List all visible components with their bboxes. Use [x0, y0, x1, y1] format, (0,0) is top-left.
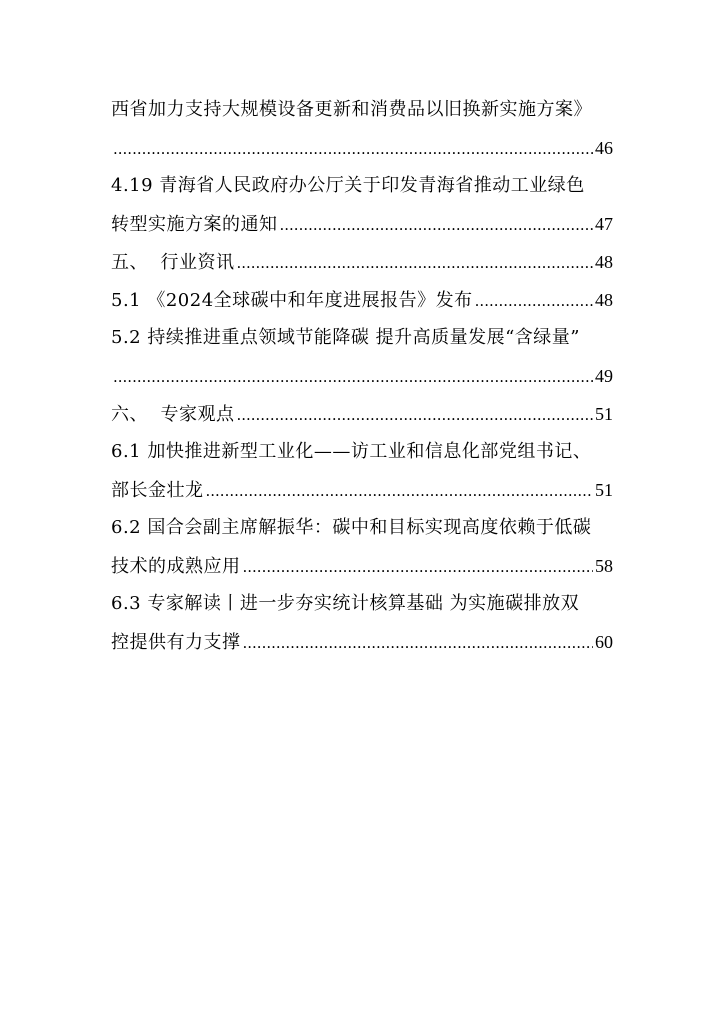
toc-entry-line — [111, 509, 613, 547]
toc-entry-text: 部长金壮龙 — [111, 480, 204, 501]
toc-page-number: 49 — [595, 366, 613, 386]
toc-page-number: 47 — [595, 214, 613, 234]
toc-entry-leader-line[interactable] — [111, 395, 613, 433]
toc-entry-text: 西省加力支持大规模设备更新和消费品以旧换新实施方案》 — [111, 99, 592, 120]
toc-entry-text: 转型实施方案的通知 — [111, 214, 278, 235]
toc-entry-text: 4.19 青海省人民政府办公厅关于印发青海省推动工业绿色 — [111, 175, 585, 196]
toc-page-number: 46 — [595, 138, 613, 158]
toc-entry-leader-line[interactable] — [111, 129, 613, 167]
toc-entry-text: 5.1 《2024全球碳中和年度进展报告》发布 — [111, 290, 473, 311]
toc-page-number: 60 — [595, 632, 613, 652]
toc-entry-text: 6.1 加快推进新型工业化——访工业和信息化部党组书记、 — [111, 441, 592, 462]
toc-entry-text: 六、 专家观点 — [111, 404, 235, 425]
toc-leader-dots — [206, 472, 594, 510]
toc-entry-line — [111, 433, 613, 471]
toc-entry-line — [111, 319, 613, 357]
toc-entry-leader-line[interactable] — [111, 357, 613, 395]
toc-page-number: 58 — [595, 556, 613, 576]
toc-page-number: 51 — [595, 404, 613, 424]
toc-entry-text: 6.3 专家解读丨进一步夯实统计核算基础 为实施碳排放双 — [111, 593, 580, 614]
toc-leader-dots — [113, 358, 593, 396]
toc-entry-text: 6.2 国合会副主席解振华：碳中和目标实现高度依赖于低碳 — [111, 517, 592, 538]
toc-entry-text: 5.2 持续推进重点领域节能降碳 提升高质量发展“含绿量” — [111, 327, 580, 348]
toc-entry-leader-line[interactable] — [111, 205, 613, 243]
toc-leader-dots — [236, 244, 593, 282]
toc-leader-dots — [243, 548, 594, 586]
toc-entry-leader-line[interactable] — [111, 243, 613, 281]
toc-leader-dots — [236, 396, 593, 434]
toc-entry-leader-line[interactable] — [111, 281, 613, 319]
toc-leader-dots — [475, 282, 593, 320]
toc-entry-leader-line[interactable] — [111, 471, 613, 509]
toc-leader-dots — [280, 206, 594, 244]
toc-entry-text: 五、 行业资讯 — [111, 252, 235, 273]
toc-entry-leader-line[interactable] — [111, 547, 613, 585]
toc-page-number: 51 — [595, 480, 613, 500]
toc-entry-line — [111, 91, 613, 129]
toc-entry-line — [111, 167, 613, 205]
toc-entry-text: 技术的成熟应用 — [111, 556, 241, 577]
toc-leader-dots — [113, 130, 593, 168]
toc-leader-dots — [243, 624, 594, 662]
table-of-contents — [111, 91, 613, 661]
toc-page-number: 48 — [595, 290, 613, 310]
toc-entry-line — [111, 585, 613, 623]
toc-page-number: 48 — [595, 252, 613, 272]
toc-entry-leader-line[interactable] — [111, 623, 613, 661]
toc-entry-text: 控提供有力支撑 — [111, 632, 241, 653]
